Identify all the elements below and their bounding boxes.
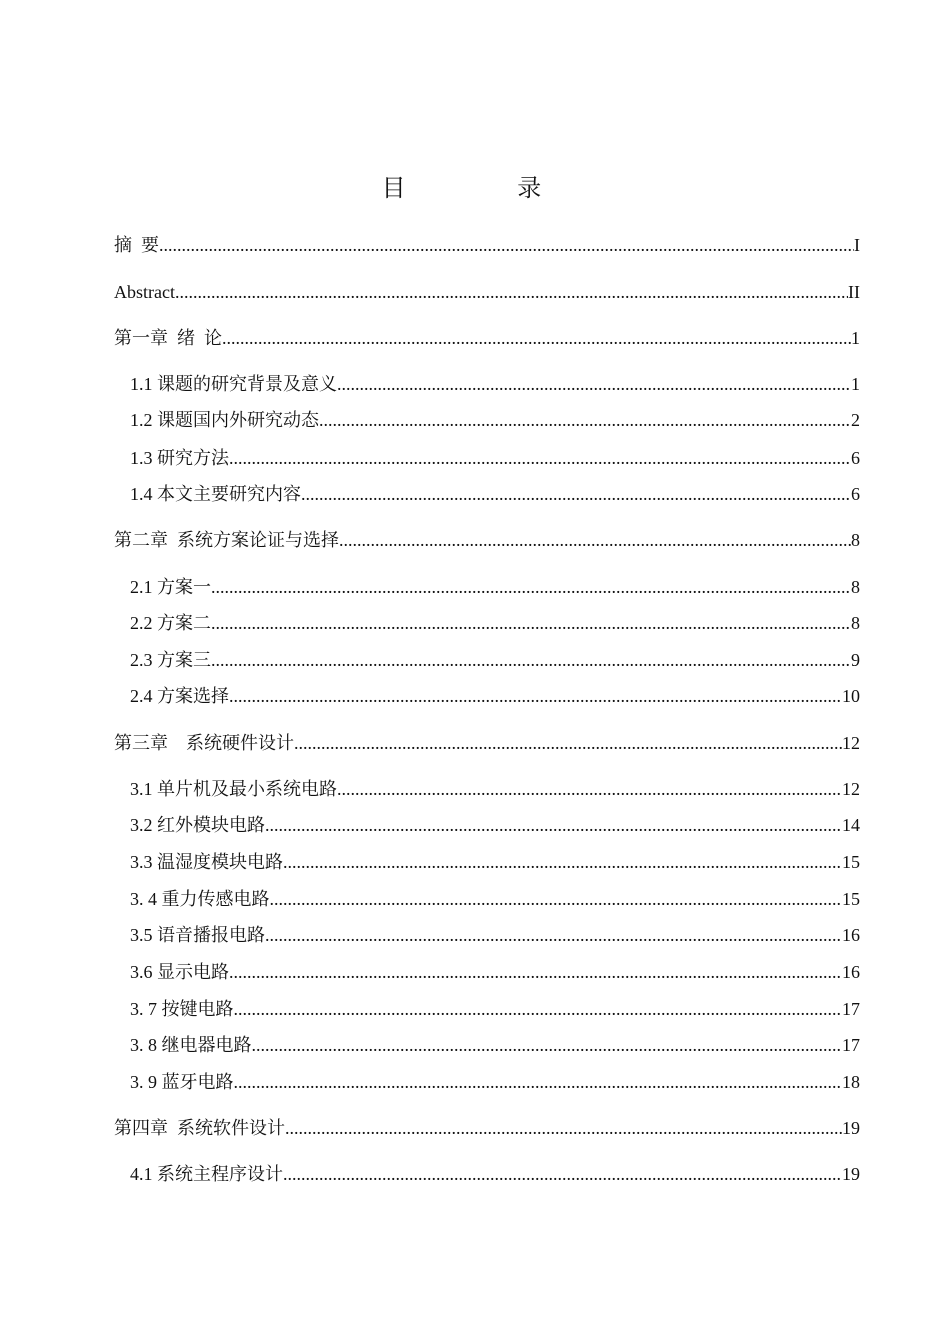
- toc-entry-page: 12: [842, 779, 860, 799]
- toc-entry-page: 10: [842, 686, 860, 706]
- toc-entry[interactable]: [130, 684, 860, 708]
- toc-entry-page: 16: [842, 925, 860, 945]
- toc-entry-page: 6: [851, 484, 860, 504]
- toc-entry-page: 15: [842, 889, 860, 909]
- toc-entry-label: 3.6 显示电路: [130, 962, 229, 982]
- toc-entry[interactable]: [130, 648, 860, 672]
- toc-entry[interactable]: [114, 280, 860, 304]
- leader-dots: [270, 887, 843, 911]
- toc-entry[interactable]: [130, 611, 860, 635]
- toc-entry-page: II: [848, 282, 860, 302]
- toc-entry-page: 2: [851, 410, 860, 430]
- toc-entry-label: 3.2 红外模块电路: [130, 815, 265, 835]
- toc-entry[interactable]: [114, 233, 860, 257]
- toc-entry[interactable]: [130, 887, 860, 911]
- toc-entry[interactable]: [130, 575, 860, 599]
- toc-entry[interactable]: [130, 1162, 860, 1186]
- leader-dots: [252, 1033, 843, 1057]
- toc-entry-label: 3. 7 按键电路: [130, 999, 234, 1019]
- toc-entry-label: 2.2 方案二: [130, 613, 211, 633]
- toc-entry-page: 8: [851, 530, 860, 550]
- toc-entry-label: 1.3 研究方法: [130, 448, 229, 468]
- toc-entry-label: 第三章 系统硬件设计: [114, 733, 294, 753]
- toc-entry-label: 1.1 课题的研究背景及意义: [130, 374, 337, 394]
- leader-dots: [265, 923, 842, 947]
- toc-entry-label: 摘 要: [114, 235, 159, 255]
- toc-entry[interactable]: [130, 372, 860, 396]
- leader-dots: [229, 446, 851, 470]
- leader-dots: [229, 684, 842, 708]
- toc-entry-label: 第四章 系统软件设计: [114, 1118, 285, 1138]
- toc-entry-label: 3. 4 重力传感电路: [130, 889, 270, 909]
- toc-entry-label: 1.4 本文主要研究内容: [130, 484, 301, 504]
- toc-entry-page: 12: [842, 733, 860, 753]
- toc-entry-page: 14: [842, 815, 860, 835]
- leader-dots: [337, 372, 851, 396]
- leader-dots: [211, 648, 851, 672]
- toc-entry[interactable]: [130, 997, 860, 1021]
- toc-entry-label: 3.3 温湿度模块电路: [130, 852, 283, 872]
- leader-dots: [283, 850, 842, 874]
- toc-entry-page: 8: [851, 577, 860, 597]
- leader-dots: [283, 1162, 842, 1186]
- toc-entry[interactable]: [130, 850, 860, 874]
- leader-dots: [339, 528, 851, 552]
- toc-entry[interactable]: [130, 813, 860, 837]
- leader-dots: [175, 280, 848, 304]
- toc-entry[interactable]: [130, 482, 860, 506]
- toc-entry-page: 8: [851, 613, 860, 633]
- leader-dots: [265, 813, 842, 837]
- toc-entry[interactable]: [130, 923, 860, 947]
- toc-entry-page: 18: [842, 1072, 860, 1092]
- toc-entry-label: 3.1 单片机及最小系统电路: [130, 779, 337, 799]
- toc-entry-label: 2.3 方案三: [130, 650, 211, 670]
- toc-entry-page: 19: [842, 1164, 860, 1184]
- toc-entry[interactable]: [114, 1116, 860, 1140]
- leader-dots: [285, 1116, 842, 1140]
- leader-dots: [301, 482, 851, 506]
- toc-entry[interactable]: [130, 1033, 860, 1057]
- toc-entry[interactable]: [114, 326, 860, 350]
- toc-entry-label: 1.2 课题国内外研究动态: [130, 410, 319, 430]
- toc-entry-page: 6: [851, 448, 860, 468]
- toc-entry-page: 17: [842, 1035, 860, 1055]
- leader-dots: [222, 326, 851, 350]
- toc-entry[interactable]: [130, 960, 860, 984]
- toc-title: 目 录: [381, 174, 594, 202]
- toc-entry-label: 4.1 系统主程序设计: [130, 1164, 283, 1184]
- leader-dots: [319, 408, 851, 432]
- leader-dots: [294, 731, 842, 755]
- toc-entry[interactable]: [114, 731, 860, 755]
- toc-entry[interactable]: [114, 528, 860, 552]
- toc-entry-label: 2.1 方案一: [130, 577, 211, 597]
- toc-entry[interactable]: [130, 446, 860, 470]
- toc-entry-label: 2.4 方案选择: [130, 686, 229, 706]
- toc-entry-page: 16: [842, 962, 860, 982]
- toc-entry-label: 3.5 语音播报电路: [130, 925, 265, 945]
- leader-dots: [211, 575, 851, 599]
- toc-entry[interactable]: [130, 1070, 860, 1094]
- toc-entry[interactable]: [130, 408, 860, 432]
- toc-entry-label: 第一章 绪 论: [114, 328, 222, 348]
- toc-entry[interactable]: [130, 777, 860, 801]
- toc-entry-page: 1: [851, 328, 860, 348]
- leader-dots: [234, 1070, 843, 1094]
- toc-entry-label: 3. 9 蓝牙电路: [130, 1072, 234, 1092]
- toc-entry-page: I: [854, 235, 860, 255]
- toc-entry-page: 15: [842, 852, 860, 872]
- toc-entry-page: 19: [842, 1118, 860, 1138]
- toc-entry-label: 第二章 系统方案论证与选择: [114, 530, 339, 550]
- leader-dots: [229, 960, 842, 984]
- toc-entry-label: 3. 8 继电器电路: [130, 1035, 252, 1055]
- leader-dots: [159, 233, 854, 257]
- leader-dots: [234, 997, 843, 1021]
- toc-entry-page: 1: [851, 374, 860, 394]
- leader-dots: [337, 777, 842, 801]
- toc-entry-page: 9: [851, 650, 860, 670]
- toc-entry-page: 17: [842, 999, 860, 1019]
- toc-entry-label: Abstract: [114, 282, 175, 302]
- leader-dots: [211, 611, 851, 635]
